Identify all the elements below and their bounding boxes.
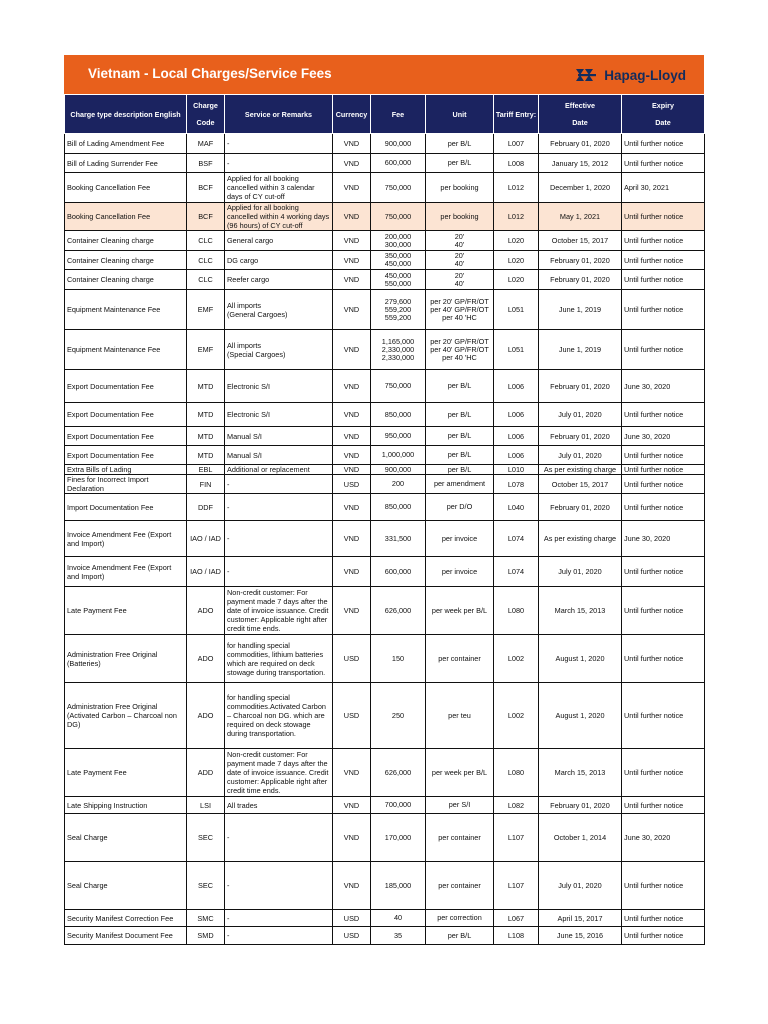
fee-cell: 626,000 — [371, 749, 426, 797]
unit-cell: per B/L — [426, 370, 494, 403]
unit-cell: per 20' GP/FR/OT per 40' GP/FR/OT per 40 'HC — [426, 290, 494, 330]
tariff-entry-cell: L012 — [494, 203, 539, 231]
currency-cell: VND — [333, 173, 371, 203]
remarks-cell: - — [225, 927, 333, 945]
remarks-cell: General cargo — [225, 231, 333, 251]
effective-date-cell: February 01, 2020 — [539, 370, 622, 403]
tariff-entry-cell: L107 — [494, 862, 539, 910]
unit-cell: per B/L — [426, 427, 494, 446]
description-cell: Fines for Incorrect Import Declaration — [65, 475, 187, 494]
table-row — [65, 154, 705, 173]
expiry-date-cell: Until further notice — [622, 635, 705, 683]
header-description: Charge type description English — [65, 95, 187, 134]
effective-date-cell: February 01, 2020 — [539, 494, 622, 521]
remarks-cell: DG cargo — [225, 251, 333, 270]
table-header-row — [65, 95, 705, 134]
charge-code-cell: SMD — [187, 927, 225, 945]
description-cell: Invoice Amendment Fee (Export and Import) — [65, 557, 187, 587]
remarks-cell: - — [225, 862, 333, 910]
fee-cell: 750,000 — [371, 173, 426, 203]
remarks-cell: All imports (General Cargoes) — [225, 290, 333, 330]
tariff-entry-cell: L010 — [494, 465, 539, 475]
fee-cell: 279,600 559,200 559,200 — [371, 290, 426, 330]
tariff-entry-cell: L020 — [494, 270, 539, 290]
effective-date-cell: July 01, 2020 — [539, 446, 622, 465]
description-cell: Equipment Maintenance Fee — [65, 290, 187, 330]
expiry-date-cell: Until further notice — [622, 475, 705, 494]
currency-cell: USD — [333, 910, 371, 927]
effective-date-cell: June 1, 2019 — [539, 330, 622, 370]
charge-code-cell: SEC — [187, 814, 225, 862]
fee-cell: 900,000 — [371, 465, 426, 475]
remarks-cell: Manual S/I — [225, 427, 333, 446]
tariff-entry-cell: L107 — [494, 814, 539, 862]
header-currency: Currency — [333, 95, 371, 134]
charge-code-cell: SEC — [187, 862, 225, 910]
unit-cell: per teu — [426, 683, 494, 749]
table-row — [65, 475, 705, 494]
fee-cell: 250 — [371, 683, 426, 749]
expiry-date-cell: Until further notice — [622, 927, 705, 945]
unit-cell: 20' 40' — [426, 231, 494, 251]
charge-code-cell: EBL — [187, 465, 225, 475]
unit-cell: per invoice — [426, 557, 494, 587]
unit-cell: per B/L — [426, 154, 494, 173]
charge-code-cell: CLC — [187, 270, 225, 290]
currency-cell: VND — [333, 134, 371, 154]
logo-text: Hapag-Lloyd — [604, 67, 686, 83]
fee-cell: 900,000 — [371, 134, 426, 154]
description-cell: Export Documentation Fee — [65, 427, 187, 446]
expiry-date-cell: Until further notice — [622, 203, 705, 231]
tariff-entry-cell: L002 — [494, 635, 539, 683]
effective-date-cell: July 01, 2020 — [539, 557, 622, 587]
description-cell: Seal Charge — [65, 862, 187, 910]
header-remarks: Service or Remarks — [225, 95, 333, 134]
unit-cell: per correction — [426, 910, 494, 927]
description-cell: Booking Cancellation Fee — [65, 173, 187, 203]
fee-cell: 350,000 450,000 — [371, 251, 426, 270]
table-row — [65, 173, 705, 203]
tariff-entry-cell: L007 — [494, 134, 539, 154]
description-cell: Export Documentation Fee — [65, 446, 187, 465]
unit-cell: per invoice — [426, 521, 494, 557]
tariff-entry-cell: L002 — [494, 683, 539, 749]
charge-code-cell: BCF — [187, 203, 225, 231]
title-banner — [64, 55, 704, 94]
effective-date-cell: October 15, 2017 — [539, 475, 622, 494]
currency-cell: VND — [333, 403, 371, 427]
unit-cell: per D/O — [426, 494, 494, 521]
table-row — [65, 231, 705, 251]
remarks-cell: Applied for all booking cancelled within 4 working days (96 hours) of CY cut-off — [225, 203, 333, 231]
charge-code-cell: FIN — [187, 475, 225, 494]
effective-date-cell: March 15, 2013 — [539, 749, 622, 797]
table-row — [65, 587, 705, 635]
header-expiry-bottom: Date — [655, 118, 671, 127]
currency-cell: USD — [333, 927, 371, 945]
currency-cell: VND — [333, 465, 371, 475]
description-cell: Export Documentation Fee — [65, 403, 187, 427]
hapag-lloyd-logo — [574, 65, 686, 85]
fee-cell: 170,000 — [371, 814, 426, 862]
charge-code-cell: ADO — [187, 587, 225, 635]
description-cell: Container Cleaning charge — [65, 251, 187, 270]
fee-cell: 35 — [371, 927, 426, 945]
effective-date-cell: October 15, 2017 — [539, 231, 622, 251]
fee-cell: 150 — [371, 635, 426, 683]
table-row — [65, 635, 705, 683]
expiry-date-cell: Until further notice — [622, 557, 705, 587]
tariff-entry-cell: L051 — [494, 330, 539, 370]
header-charge-code — [187, 95, 225, 134]
charge-code-cell: IAO / IAD — [187, 521, 225, 557]
table-row — [65, 494, 705, 521]
tariff-entry-cell: L006 — [494, 370, 539, 403]
remarks-cell: - — [225, 557, 333, 587]
currency-cell: VND — [333, 427, 371, 446]
expiry-date-cell: Until further notice — [622, 494, 705, 521]
description-cell: Invoice Amendment Fee (Export and Import) — [65, 521, 187, 557]
remarks-cell: Reefer cargo — [225, 270, 333, 290]
tariff-entry-cell: L006 — [494, 427, 539, 446]
unit-cell: per container — [426, 862, 494, 910]
description-cell: Administration Free Original (Activated Carbon – Charcoal non DG) — [65, 683, 187, 749]
effective-date-cell: February 01, 2020 — [539, 134, 622, 154]
currency-cell: VND — [333, 557, 371, 587]
charge-code-cell: ADO — [187, 635, 225, 683]
remarks-cell: Additional or replacement — [225, 465, 333, 475]
currency-cell: VND — [333, 446, 371, 465]
fee-cell: 850,000 — [371, 494, 426, 521]
charge-code-cell: ADO — [187, 683, 225, 749]
remarks-cell: - — [225, 154, 333, 173]
expiry-date-cell: Until further notice — [622, 446, 705, 465]
remarks-cell: Applied for all booking cancelled within 3 calendar days of CY cut-off — [225, 173, 333, 203]
currency-cell: VND — [333, 290, 371, 330]
currency-cell: VND — [333, 231, 371, 251]
remarks-cell: Non-credit customer: For payment made 7 days after the date of invoice issuance. Credit customer: Applicable right after credit time ends. — [225, 587, 333, 635]
expiry-date-cell: Until further notice — [622, 330, 705, 370]
remarks-cell: Electronic S/I — [225, 403, 333, 427]
expiry-date-cell: Until further notice — [622, 749, 705, 797]
description-cell: Administration Free Original (Batteries) — [65, 635, 187, 683]
unit-cell: per week per B/L — [426, 749, 494, 797]
expiry-date-cell: Until further notice — [622, 683, 705, 749]
currency-cell: VND — [333, 251, 371, 270]
charge-code-cell: IAO / IAD — [187, 557, 225, 587]
table-row — [65, 521, 705, 557]
fee-cell: 750,000 — [371, 203, 426, 231]
remarks-cell: - — [225, 134, 333, 154]
header-effective-bottom: Date — [572, 118, 588, 127]
charge-code-cell: ADD — [187, 749, 225, 797]
fee-cell: 185,000 — [371, 862, 426, 910]
effective-date-cell: April 15, 2017 — [539, 910, 622, 927]
tariff-entry-cell: L080 — [494, 587, 539, 635]
tariff-entry-cell: L008 — [494, 154, 539, 173]
fee-cell: 850,000 — [371, 403, 426, 427]
table-row — [65, 290, 705, 330]
charge-code-cell: DDF — [187, 494, 225, 521]
unit-cell: 20' 40' — [426, 270, 494, 290]
expiry-date-cell: Until further notice — [622, 910, 705, 927]
unit-cell: per B/L — [426, 134, 494, 154]
table-row — [65, 910, 705, 927]
unit-cell: per booking — [426, 173, 494, 203]
effective-date-cell: July 01, 2020 — [539, 403, 622, 427]
effective-date-cell: July 01, 2020 — [539, 862, 622, 910]
charge-code-cell: SMC — [187, 910, 225, 927]
effective-date-cell: As per existing charge — [539, 521, 622, 557]
charge-code-cell: BSF — [187, 154, 225, 173]
remarks-cell: for handling special commodities, lithium batteries which are required on deck stowage during transportation. — [225, 635, 333, 683]
expiry-date-cell: June 30, 2020 — [622, 427, 705, 446]
expiry-date-cell: Until further notice — [622, 862, 705, 910]
effective-date-cell: February 01, 2020 — [539, 251, 622, 270]
description-cell: Late Payment Fee — [65, 749, 187, 797]
fee-cell: 331,500 — [371, 521, 426, 557]
unit-cell: per container — [426, 814, 494, 862]
effective-date-cell: February 01, 2020 — [539, 797, 622, 814]
remarks-cell: - — [225, 494, 333, 521]
fee-cell: 750,000 — [371, 370, 426, 403]
description-cell: Container Cleaning charge — [65, 270, 187, 290]
table-row — [65, 330, 705, 370]
tariff-entry-cell: L020 — [494, 231, 539, 251]
effective-date-cell: June 15, 2016 — [539, 927, 622, 945]
fee-cell: 600,000 — [371, 557, 426, 587]
header-effective-date — [539, 95, 622, 134]
table-row — [65, 814, 705, 862]
remarks-cell: - — [225, 521, 333, 557]
fee-cell: 1,000,000 — [371, 446, 426, 465]
unit-cell: 20' 40' — [426, 251, 494, 270]
header-expiry-top: Expiry — [652, 101, 674, 110]
description-cell: Late Shipping Instruction — [65, 797, 187, 814]
unit-cell: per amendment — [426, 475, 494, 494]
currency-cell: USD — [333, 635, 371, 683]
header-expiry-date — [622, 95, 705, 134]
description-cell: Equipment Maintenance Fee — [65, 330, 187, 370]
table-row — [65, 557, 705, 587]
fee-cell: 200 — [371, 475, 426, 494]
expiry-date-cell: Until further notice — [622, 134, 705, 154]
charge-code-cell: MTD — [187, 427, 225, 446]
currency-cell: VND — [333, 154, 371, 173]
table-row — [65, 403, 705, 427]
charge-code-cell: CLC — [187, 251, 225, 270]
remarks-cell: All imports (Special Cargoes) — [225, 330, 333, 370]
description-cell: Import Documentation Fee — [65, 494, 187, 521]
effective-date-cell: March 15, 2013 — [539, 587, 622, 635]
header-effective-top: Effective — [565, 101, 595, 110]
table-row — [65, 683, 705, 749]
fee-cell: 40 — [371, 910, 426, 927]
description-cell: Bill of Lading Surrender Fee — [65, 154, 187, 173]
unit-cell: per container — [426, 635, 494, 683]
currency-cell: VND — [333, 797, 371, 814]
header-tariff-entry: Tariff Entry: — [494, 95, 539, 134]
charge-code-cell: CLC — [187, 231, 225, 251]
table-row — [65, 797, 705, 814]
fee-cell: 626,000 — [371, 587, 426, 635]
currency-cell: VND — [333, 203, 371, 231]
header-charge-code-bottom: Code — [196, 118, 215, 127]
header-unit: Unit — [426, 95, 494, 134]
expiry-date-cell: Until further notice — [622, 270, 705, 290]
currency-cell: VND — [333, 814, 371, 862]
header-charge-code-top: Charge — [193, 101, 218, 110]
charge-code-cell: EMF — [187, 330, 225, 370]
charge-code-cell: LSI — [187, 797, 225, 814]
effective-date-cell: January 15, 2012 — [539, 154, 622, 173]
remarks-cell: for handling special commodities.Activated Carbon – Charcoal non DG. which are required on deck stowage during transportation. — [225, 683, 333, 749]
remarks-cell: Electronic S/I — [225, 370, 333, 403]
charge-code-cell: BCF — [187, 173, 225, 203]
fee-cell: 200,000 300,000 — [371, 231, 426, 251]
table-row — [65, 134, 705, 154]
tariff-entry-cell: L006 — [494, 403, 539, 427]
fee-cell: 700,000 — [371, 797, 426, 814]
unit-cell: per week per B/L — [426, 587, 494, 635]
description-cell: Security Manifest Document Fee — [65, 927, 187, 945]
charge-code-cell: MAF — [187, 134, 225, 154]
fee-cell: 950,000 — [371, 427, 426, 446]
tariff-entry-cell: L082 — [494, 797, 539, 814]
effective-date-cell: October 1, 2014 — [539, 814, 622, 862]
currency-cell: USD — [333, 683, 371, 749]
tariff-entry-cell: L080 — [494, 749, 539, 797]
description-cell: Extra Bills of Lading — [65, 465, 187, 475]
table-row — [65, 465, 705, 475]
effective-date-cell: February 01, 2020 — [539, 427, 622, 446]
fee-cell: 600,000 — [371, 154, 426, 173]
effective-date-cell: June 1, 2019 — [539, 290, 622, 330]
tariff-entry-cell: L074 — [494, 557, 539, 587]
table-row — [65, 251, 705, 270]
unit-cell: per booking — [426, 203, 494, 231]
expiry-date-cell: Until further notice — [622, 231, 705, 251]
page-title: Vietnam - Local Charges/Service Fees — [88, 66, 332, 81]
unit-cell: per B/L — [426, 927, 494, 945]
effective-date-cell: May 1, 2021 — [539, 203, 622, 231]
remarks-cell: Non-credit customer: For payment made 7 days after the date of invoice issuance. Credit customer: Applicable right after credit time ends. — [225, 749, 333, 797]
unit-cell: per B/L — [426, 465, 494, 475]
description-cell: Booking Cancellation Fee — [65, 203, 187, 231]
charge-code-cell: EMF — [187, 290, 225, 330]
description-cell: Late Payment Fee — [65, 587, 187, 635]
expiry-date-cell: Until further notice — [622, 154, 705, 173]
currency-cell: VND — [333, 862, 371, 910]
expiry-date-cell: Until further notice — [622, 251, 705, 270]
currency-cell: VND — [333, 587, 371, 635]
remarks-cell: - — [225, 910, 333, 927]
charges-table — [64, 94, 705, 945]
tariff-entry-cell: L074 — [494, 521, 539, 557]
expiry-date-cell: June 30, 2020 — [622, 521, 705, 557]
unit-cell: per S/I — [426, 797, 494, 814]
expiry-date-cell: Until further notice — [622, 465, 705, 475]
hapag-lloyd-logo-icon — [574, 67, 600, 83]
remarks-cell: Manual S/I — [225, 446, 333, 465]
table-row — [65, 749, 705, 797]
tariff-entry-cell: L108 — [494, 927, 539, 945]
expiry-date-cell: Until further notice — [622, 290, 705, 330]
unit-cell: per 20' GP/FR/OT per 40' GP/FR/OT per 40 'HC — [426, 330, 494, 370]
charge-code-cell: MTD — [187, 403, 225, 427]
effective-date-cell: As per existing charge — [539, 465, 622, 475]
currency-cell: VND — [333, 270, 371, 290]
table-row — [65, 862, 705, 910]
tariff-entry-cell: L078 — [494, 475, 539, 494]
fee-cell: 1,165,000 2,330,000 2,330,000 — [371, 330, 426, 370]
unit-cell: per B/L — [426, 403, 494, 427]
expiry-date-cell: June 30, 2020 — [622, 814, 705, 862]
remarks-cell: - — [225, 475, 333, 494]
currency-cell: USD — [333, 475, 371, 494]
expiry-date-cell: Until further notice — [622, 403, 705, 427]
table-row — [65, 370, 705, 403]
table-row — [65, 446, 705, 465]
expiry-date-cell: June 30, 2020 — [622, 370, 705, 403]
description-cell: Export Documentation Fee — [65, 370, 187, 403]
remarks-cell: - — [225, 814, 333, 862]
table-row — [65, 927, 705, 945]
expiry-date-cell: Until further notice — [622, 587, 705, 635]
tariff-entry-cell: L067 — [494, 910, 539, 927]
table-row — [65, 427, 705, 446]
currency-cell: VND — [333, 749, 371, 797]
tariff-entry-cell: L020 — [494, 251, 539, 270]
currency-cell: VND — [333, 370, 371, 403]
currency-cell: VND — [333, 330, 371, 370]
remarks-cell: All trades — [225, 797, 333, 814]
description-cell: Container Cleaning charge — [65, 231, 187, 251]
effective-date-cell: December 1, 2020 — [539, 173, 622, 203]
tariff-entry-cell: L051 — [494, 290, 539, 330]
table-row — [65, 270, 705, 290]
description-cell: Seal Charge — [65, 814, 187, 862]
expiry-date-cell: April 30, 2021 — [622, 173, 705, 203]
tariff-entry-cell: L040 — [494, 494, 539, 521]
charge-code-cell: MTD — [187, 370, 225, 403]
currency-cell: VND — [333, 494, 371, 521]
effective-date-cell: August 1, 2020 — [539, 683, 622, 749]
description-cell: Bill of Lading Amendment Fee — [65, 134, 187, 154]
header-fee: Fee — [371, 95, 426, 134]
fee-cell: 450,000 550,000 — [371, 270, 426, 290]
expiry-date-cell: Until further notice — [622, 797, 705, 814]
currency-cell: VND — [333, 521, 371, 557]
table-row — [65, 203, 705, 231]
effective-date-cell: February 01, 2020 — [539, 270, 622, 290]
charge-code-cell: MTD — [187, 446, 225, 465]
tariff-entry-cell: L012 — [494, 173, 539, 203]
effective-date-cell: August 1, 2020 — [539, 635, 622, 683]
tariff-entry-cell: L006 — [494, 446, 539, 465]
table-body — [65, 134, 705, 945]
unit-cell: per B/L — [426, 446, 494, 465]
description-cell: Security Manifest Correction Fee — [65, 910, 187, 927]
